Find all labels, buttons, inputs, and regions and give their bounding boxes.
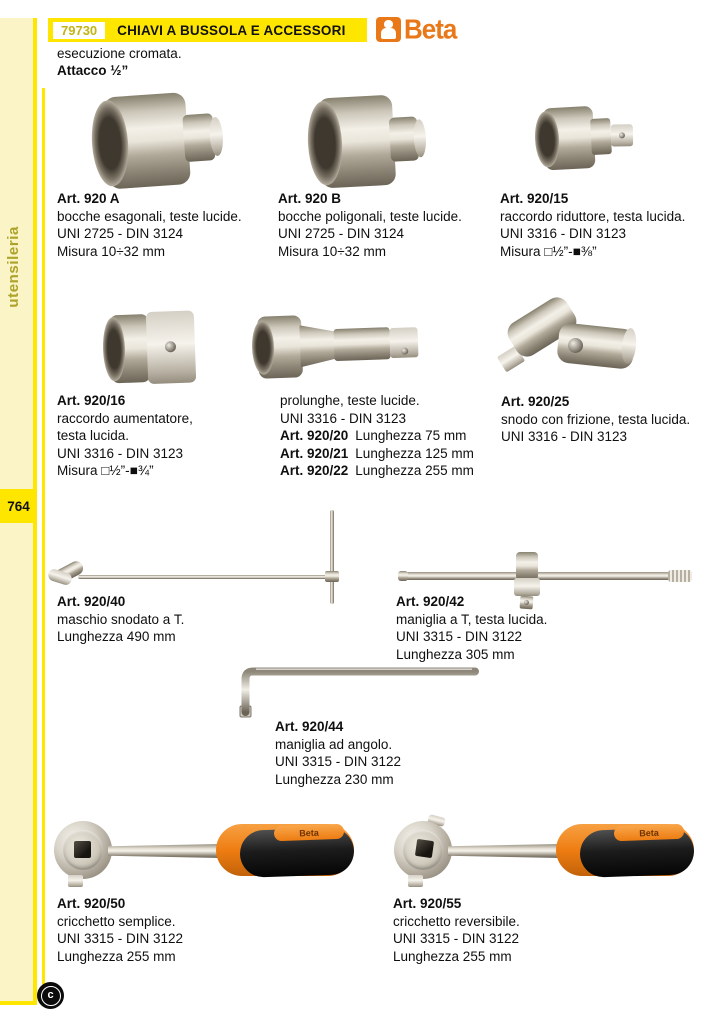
product-920-50-info: [57, 895, 183, 965]
product-line: maniglia a T, testa lucida.: [396, 611, 548, 627]
product-line: raccordo riduttore, testa lucida.: [500, 208, 686, 224]
product-line: maschio snodato a T.: [57, 611, 185, 627]
ratchet-920-50-image: [52, 815, 354, 889]
page-title: CHIAVI A BUSSOLA E ACCESSORI: [117, 22, 346, 38]
page-number-badge: 764: [0, 489, 37, 523]
product-920-44-info: [275, 718, 401, 788]
product-art-number: Art. 920 B: [278, 191, 342, 206]
handle-brand-text: Beta: [299, 827, 319, 838]
beta-logo: [376, 13, 457, 45]
angle-handle-920-44-image: [230, 662, 482, 722]
product-line: snodo con frizione, testa lucida.: [501, 411, 691, 427]
product-920-25-info: [501, 393, 690, 446]
product-line: cricchetto semplice.: [57, 913, 176, 929]
product-prolunghe-info: [280, 392, 474, 480]
universal-joint-920-25-image: [498, 300, 648, 392]
extension-bar-image: [251, 309, 423, 381]
publisher-mark-icon: [37, 982, 64, 1009]
sidebar-category-label: utensileria: [5, 226, 22, 308]
product-line: Misura □½”-■⅜”: [500, 243, 597, 259]
product-line: UNI 3316 - DIN 3123: [501, 429, 628, 444]
product-line: cricchetto reversibile.: [393, 913, 520, 929]
product-line: UNI 3315 - DIN 3122: [396, 629, 523, 644]
product-art-number: Art. 920/55: [393, 896, 462, 911]
product-line: bocche poligonali, teste lucide.: [278, 208, 462, 224]
product-variant-line: [280, 462, 474, 480]
product-line: UNI 3316 - DIN 3123: [280, 410, 407, 426]
intro-line-attacco: Attacco ½”: [57, 62, 129, 78]
product-art-number: Art. 920/42: [396, 594, 465, 609]
product-920-55-info: [393, 895, 520, 965]
product-line: testa lucida.: [57, 428, 130, 443]
beta-logo-icon: [376, 17, 401, 42]
socket-920a-image: [89, 90, 227, 193]
product-line: Lunghezza 490 mm: [57, 629, 176, 644]
page-intro: [57, 46, 182, 79]
product-line: Misura 10÷32 mm: [57, 243, 165, 259]
product-line: maniglia ad angolo.: [275, 736, 393, 752]
beta-logo-text: Beta: [404, 13, 457, 45]
sidebar: [0, 18, 37, 1005]
product-variant-line: [280, 427, 474, 445]
product-line: Lunghezza 305 mm: [396, 646, 515, 662]
reducer-920-15-image: [533, 103, 648, 171]
product-line: UNI 3315 - DIN 3122: [393, 931, 520, 946]
product-920-16-info: [57, 392, 193, 480]
socket-920b-image: [306, 93, 431, 191]
product-variant-line: [280, 445, 474, 463]
product-art-number: Art. 920/21: [280, 445, 349, 461]
product-line: Lunghezza 255 mm: [57, 948, 176, 964]
product-line: UNI 3315 - DIN 3122: [275, 754, 402, 769]
product-920-40-info: [57, 593, 184, 646]
product-920-15-info: [500, 190, 685, 260]
variant-desc: Lunghezza 75 mm: [355, 428, 467, 443]
product-920b-info: [278, 190, 462, 260]
product-920a-info: [57, 190, 242, 260]
product-line: Lunghezza 230 mm: [275, 771, 394, 787]
product-line: UNI 2725 - DIN 3124: [278, 226, 405, 241]
product-art-number: Art. 920/22: [280, 463, 349, 478]
product-line: prolunghe, teste lucide.: [280, 393, 420, 408]
product-line: UNI 2725 - DIN 3124: [57, 226, 184, 241]
catalog-code: 79730: [53, 22, 105, 39]
handle-brand-text: Beta: [639, 827, 659, 838]
variant-desc: Lunghezza 125 mm: [355, 445, 474, 461]
ratchet-920-55-image: [392, 815, 694, 889]
product-art-number: Art. 920/25: [501, 394, 570, 409]
header-bar: [48, 18, 367, 42]
product-line: raccordo aumentatore,: [57, 410, 193, 426]
product-line: UNI 3316 - DIN 3123: [500, 226, 627, 241]
intro-line: esecuzione cromata.: [57, 46, 182, 61]
product-art-number: Art. 920/20: [280, 428, 349, 443]
product-art-number: Art. 920 A: [57, 191, 120, 206]
product-art-number: Art. 920/15: [500, 191, 569, 206]
product-line: UNI 3316 - DIN 3123: [57, 445, 184, 461]
publisher-mark-letter: c: [41, 986, 61, 1006]
variant-desc: Lunghezza 255 mm: [355, 463, 474, 478]
product-line: Lunghezza 255 mm: [393, 948, 512, 964]
product-art-number: Art. 920/16: [57, 393, 126, 408]
product-art-number: Art. 920/44: [275, 719, 344, 734]
product-line: Misura □½”-■¾”: [57, 463, 154, 478]
product-art-number: Art. 920/50: [57, 896, 126, 911]
product-art-number: Art. 920/40: [57, 594, 126, 609]
adapter-920-16-image: [102, 310, 198, 385]
content-left-rule: [42, 88, 45, 1004]
product-line: UNI 3315 - DIN 3122: [57, 931, 184, 946]
product-920-42-info: [396, 593, 547, 663]
product-line: Misura 10÷32 mm: [278, 243, 386, 259]
product-line: bocche esagonali, teste lucide.: [57, 208, 242, 224]
